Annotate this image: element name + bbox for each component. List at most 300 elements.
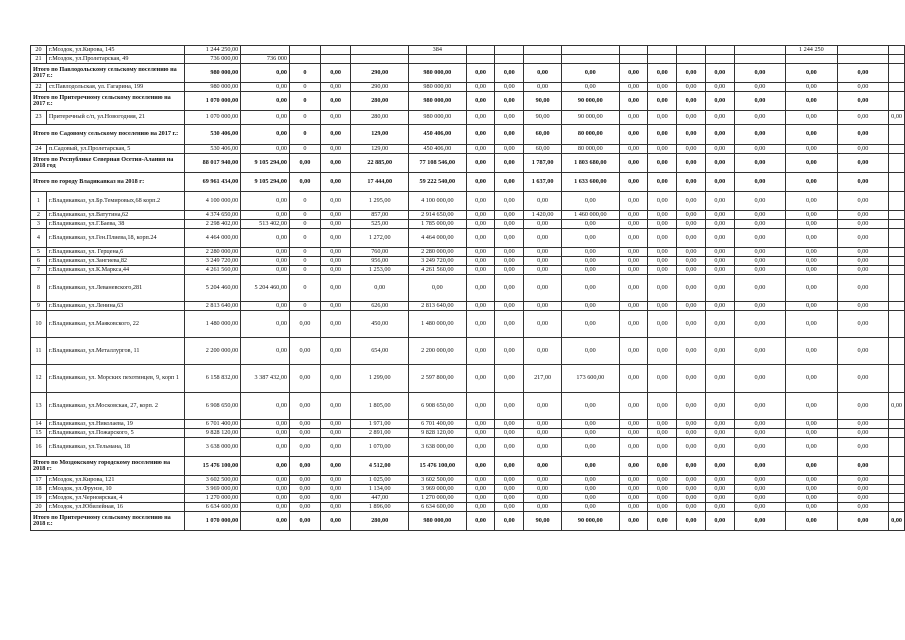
value-cell: 0,00 xyxy=(677,125,706,145)
value-cell: 0,00 xyxy=(495,192,524,211)
subtotal-label: Итого по Республике Северная Осетия-Алания на 2018 год xyxy=(31,154,185,173)
value-cell: 0,00 xyxy=(320,154,351,173)
value-cell: 0,00 xyxy=(320,311,351,338)
value-cell: 0,00 xyxy=(320,438,351,457)
value-cell xyxy=(837,46,889,55)
value-cell: 0,00 xyxy=(705,420,734,429)
row-number: 22 xyxy=(31,83,47,92)
value-cell: 0,00 xyxy=(705,311,734,338)
value-cell: 0,00 xyxy=(495,275,524,302)
value-cell: 0,00 xyxy=(524,420,562,429)
value-cell xyxy=(889,275,905,302)
value-cell: 0 xyxy=(290,220,321,229)
value-cell: 9 105 294,00 xyxy=(241,154,290,173)
value-cell: 0,00 xyxy=(705,220,734,229)
value-cell: 0,00 xyxy=(619,457,648,476)
value-cell: 0,00 xyxy=(786,154,838,173)
value-cell: 0,00 xyxy=(705,485,734,494)
value-cell xyxy=(889,192,905,211)
value-cell: 0,00 xyxy=(734,192,785,211)
value-cell: 0,00 xyxy=(524,83,562,92)
value-cell: 0,00 xyxy=(495,311,524,338)
value-cell: 1 460 000,00 xyxy=(561,211,619,220)
value-cell: 760,00 xyxy=(351,248,409,257)
value-cell: 1 025,00 xyxy=(351,476,409,485)
value-cell: 0,00 xyxy=(786,111,838,125)
value-cell: 6 908 650,00 xyxy=(185,393,241,420)
value-cell: 0,00 xyxy=(320,485,351,494)
value-cell: 0,00 xyxy=(466,192,495,211)
value-cell: 0,00 xyxy=(734,485,785,494)
value-cell: 0,00 xyxy=(290,311,321,338)
value-cell: 0,00 xyxy=(837,125,889,145)
value-cell: 0,00 xyxy=(561,420,619,429)
row-number: 7 xyxy=(31,266,47,275)
value-cell: 0,00 xyxy=(889,393,905,420)
value-cell: 17 444,00 xyxy=(351,173,409,192)
value-cell: 0,00 xyxy=(648,512,677,531)
value-cell: 0,00 xyxy=(837,338,889,365)
value-cell: 0,00 xyxy=(705,64,734,83)
value-cell: 0,00 xyxy=(648,257,677,266)
value-cell: 0,00 xyxy=(734,457,785,476)
table-row xyxy=(31,111,905,125)
value-cell: 0,00 xyxy=(241,257,290,266)
value-cell: 0,00 xyxy=(786,393,838,420)
value-cell: 2 813 640,00 xyxy=(408,302,466,311)
value-cell: 0,00 xyxy=(677,503,706,512)
value-cell: 0,00 xyxy=(408,275,466,302)
value-cell: 0,00 xyxy=(734,173,785,192)
value-cell: 0,00 xyxy=(561,311,619,338)
value-cell: 0,00 xyxy=(648,83,677,92)
value-cell: 0,00 xyxy=(466,429,495,438)
address-cell: г.Владикавказ, ул. Морских пехотинцев, 9, корп 1 xyxy=(46,365,185,393)
value-cell: 0,00 xyxy=(786,429,838,438)
value-cell: 1 070 000,00 xyxy=(185,111,241,125)
value-cell: 0,00 xyxy=(837,485,889,494)
value-cell: 0 xyxy=(290,83,321,92)
value-cell: 4 261 560,00 xyxy=(408,266,466,275)
row-number: 6 xyxy=(31,257,47,266)
value-cell: 0,00 xyxy=(495,92,524,111)
value-cell: 0 xyxy=(290,257,321,266)
value-cell: 0,00 xyxy=(495,429,524,438)
table-row xyxy=(31,220,905,229)
value-cell: 0,00 xyxy=(466,311,495,338)
row-number: 15 xyxy=(31,429,47,438)
value-cell: 0,00 xyxy=(786,302,838,311)
value-cell xyxy=(524,55,562,64)
value-cell: 0,00 xyxy=(677,229,706,248)
value-cell: 0,00 xyxy=(677,365,706,393)
value-cell: 0 xyxy=(290,192,321,211)
value-cell: 0,00 xyxy=(241,192,290,211)
value-cell: 0,00 xyxy=(241,266,290,275)
value-cell: 0,00 xyxy=(705,192,734,211)
value-cell: 0,00 xyxy=(320,220,351,229)
value-cell: 0,00 xyxy=(466,92,495,111)
value-cell: 90,00 xyxy=(524,111,562,125)
table-row xyxy=(31,485,905,494)
value-cell: 0,00 xyxy=(524,266,562,275)
value-cell: 1 420,00 xyxy=(524,211,562,220)
value-cell: 0,00 xyxy=(320,420,351,429)
row-number: 16 xyxy=(31,438,47,457)
value-cell: 0,00 xyxy=(466,457,495,476)
value-cell: 0,00 xyxy=(705,154,734,173)
table-row xyxy=(31,275,905,302)
row-number: 10 xyxy=(31,311,47,338)
value-cell: 4 464 000,00 xyxy=(408,229,466,248)
value-cell: 0,00 xyxy=(677,393,706,420)
value-cell: 60,00 xyxy=(524,145,562,154)
value-cell: 0,00 xyxy=(677,211,706,220)
row-number: 18 xyxy=(31,485,47,494)
value-cell: 0,00 xyxy=(677,275,706,302)
table-row xyxy=(31,145,905,154)
value-cell: 0,00 xyxy=(619,145,648,154)
value-cell: 0,00 xyxy=(320,92,351,111)
value-cell: 0,00 xyxy=(705,248,734,257)
table-row xyxy=(31,229,905,248)
subtotal-row xyxy=(31,173,905,192)
value-cell: 0,00 xyxy=(524,429,562,438)
value-cell: 0,00 xyxy=(466,266,495,275)
value-cell xyxy=(889,248,905,257)
value-cell: 0,00 xyxy=(734,111,785,125)
value-cell xyxy=(889,438,905,457)
value-cell xyxy=(889,457,905,476)
value-cell: 90,00 xyxy=(524,512,562,531)
value-cell xyxy=(889,476,905,485)
row-number: 12 xyxy=(31,365,47,393)
value-cell: 980 000,00 xyxy=(408,512,466,531)
value-cell: 0,00 xyxy=(705,438,734,457)
value-cell: 1 272,00 xyxy=(351,229,409,248)
value-cell: 3 387 432,00 xyxy=(241,365,290,393)
subtotal-label: Итого по Притеречному сельскому поселению на 2018 г.: xyxy=(31,512,185,531)
value-cell: 0,00 xyxy=(837,248,889,257)
value-cell: 0,00 xyxy=(466,512,495,531)
value-cell: 450,00 xyxy=(351,311,409,338)
subtotal-label: Итого по Павлодольскому сельскому поселению на 2017 г.: xyxy=(31,64,185,83)
address-cell: г.Моздок, ул.Черноярская, 4 xyxy=(46,494,185,503)
value-cell: 0,00 xyxy=(837,111,889,125)
value-cell xyxy=(889,145,905,154)
table-row xyxy=(31,83,905,92)
value-cell: 88 017 940,00 xyxy=(185,154,241,173)
value-cell: 0,00 xyxy=(677,257,706,266)
value-cell: 530 406,00 xyxy=(185,125,241,145)
value-cell xyxy=(408,55,466,64)
value-cell xyxy=(619,46,648,55)
value-cell: 0,00 xyxy=(619,83,648,92)
value-cell: 1 070 000,00 xyxy=(185,92,241,111)
value-cell: 0,00 xyxy=(290,365,321,393)
value-cell xyxy=(705,46,734,55)
value-cell: 0,00 xyxy=(290,457,321,476)
table-row xyxy=(31,211,905,220)
value-cell: 0,00 xyxy=(495,220,524,229)
table-row xyxy=(31,476,905,485)
value-cell xyxy=(889,257,905,266)
table-row xyxy=(31,494,905,503)
value-cell: 0,00 xyxy=(837,494,889,503)
subtotal-row xyxy=(31,154,905,173)
value-cell: 0,00 xyxy=(290,485,321,494)
value-cell: 0,00 xyxy=(241,111,290,125)
value-cell: 0,00 xyxy=(320,476,351,485)
value-cell: 0,00 xyxy=(837,420,889,429)
value-cell: 0,00 xyxy=(619,311,648,338)
value-cell: 0,00 xyxy=(837,311,889,338)
table-row xyxy=(31,365,905,393)
value-cell: 0,00 xyxy=(524,257,562,266)
value-cell: 0,00 xyxy=(524,302,562,311)
value-cell: 2 597 800,00 xyxy=(408,365,466,393)
value-cell: 0,00 xyxy=(241,83,290,92)
value-cell: 0,00 xyxy=(495,494,524,503)
value-cell: 2 280 000,00 xyxy=(185,248,241,257)
value-cell: 173 600,00 xyxy=(561,365,619,393)
value-cell: 129,00 xyxy=(351,125,409,145)
value-cell: 0,00 xyxy=(351,275,409,302)
value-cell: 0,00 xyxy=(837,145,889,154)
row-number: 8 xyxy=(31,275,47,302)
value-cell xyxy=(495,46,524,55)
value-cell: 980 000,00 xyxy=(408,111,466,125)
value-cell: 736 000,00 xyxy=(185,55,241,64)
value-cell: 0,00 xyxy=(466,154,495,173)
value-cell: 0,00 xyxy=(786,512,838,531)
value-cell: 980 000,00 xyxy=(185,64,241,83)
value-cell: 0,00 xyxy=(320,211,351,220)
value-cell: 0,00 xyxy=(677,173,706,192)
value-cell: 0,00 xyxy=(786,220,838,229)
value-cell: 0,00 xyxy=(320,257,351,266)
value-cell: 0,00 xyxy=(705,476,734,485)
value-cell: 0,00 xyxy=(677,420,706,429)
value-cell: 0,00 xyxy=(786,494,838,503)
budget-table xyxy=(30,45,905,531)
value-cell: 3 638 000,00 xyxy=(408,438,466,457)
value-cell: 0,00 xyxy=(734,248,785,257)
value-cell: 0,00 xyxy=(466,275,495,302)
value-cell xyxy=(889,125,905,145)
value-cell: 980 000,00 xyxy=(408,83,466,92)
value-cell: 1 971,00 xyxy=(351,420,409,429)
value-cell: 0,00 xyxy=(495,83,524,92)
value-cell: 513 402,00 xyxy=(241,220,290,229)
value-cell: 0,00 xyxy=(320,429,351,438)
value-cell: 0,00 xyxy=(619,64,648,83)
value-cell xyxy=(241,46,290,55)
value-cell: 0 xyxy=(290,211,321,220)
value-cell: 0,00 xyxy=(290,393,321,420)
table-row xyxy=(31,420,905,429)
row-number: 14 xyxy=(31,420,47,429)
value-cell: 3 602 500,00 xyxy=(185,476,241,485)
value-cell: 0,00 xyxy=(619,192,648,211)
value-cell: 0,00 xyxy=(786,438,838,457)
value-cell: 0,00 xyxy=(677,83,706,92)
value-cell: 0,00 xyxy=(241,311,290,338)
value-cell: 290,00 xyxy=(351,64,409,83)
value-cell xyxy=(889,46,905,55)
value-cell: 0,00 xyxy=(495,438,524,457)
value-cell: 0,00 xyxy=(524,220,562,229)
value-cell: 0,00 xyxy=(619,512,648,531)
value-cell: 0,00 xyxy=(241,125,290,145)
value-cell: 0 xyxy=(290,302,321,311)
value-cell: 0,00 xyxy=(466,257,495,266)
value-cell: 0,00 xyxy=(320,338,351,365)
row-number: 19 xyxy=(31,494,47,503)
value-cell: 0,00 xyxy=(734,420,785,429)
value-cell: 3 249 720,00 xyxy=(185,257,241,266)
value-cell: 0,00 xyxy=(677,476,706,485)
value-cell: 0,00 xyxy=(466,365,495,393)
value-cell: 60,00 xyxy=(524,125,562,145)
value-cell: 0,00 xyxy=(466,248,495,257)
value-cell: 0,00 xyxy=(561,257,619,266)
value-cell: 0,00 xyxy=(837,220,889,229)
value-cell: 2 298 402,00 xyxy=(185,220,241,229)
value-cell: 0,00 xyxy=(495,248,524,257)
value-cell: 3 969 000,00 xyxy=(408,485,466,494)
value-cell: 77 108 546,00 xyxy=(408,154,466,173)
value-cell: 0,00 xyxy=(837,302,889,311)
value-cell: 0,00 xyxy=(524,438,562,457)
value-cell: 0,00 xyxy=(561,64,619,83)
value-cell: 1 244 250 xyxy=(786,46,838,55)
value-cell: 0,00 xyxy=(705,494,734,503)
value-cell: 0,00 xyxy=(734,512,785,531)
address-cell: Притеречный с/п, ул.Новогодняя, 21 xyxy=(46,111,185,125)
value-cell xyxy=(320,46,351,55)
value-cell: 0,00 xyxy=(677,494,706,503)
value-cell: 0,00 xyxy=(705,512,734,531)
value-cell: 0,00 xyxy=(705,457,734,476)
value-cell: 0,00 xyxy=(837,457,889,476)
value-cell: 0,00 xyxy=(705,302,734,311)
value-cell: 0,00 xyxy=(734,211,785,220)
value-cell: 0,00 xyxy=(561,393,619,420)
table-row xyxy=(31,266,905,275)
table-row xyxy=(31,438,905,457)
value-cell: 450 406,00 xyxy=(408,125,466,145)
subtotal-row xyxy=(31,457,905,476)
value-cell xyxy=(648,55,677,64)
value-cell: 6 701 400,00 xyxy=(408,420,466,429)
value-cell: 0,00 xyxy=(648,485,677,494)
value-cell xyxy=(290,46,321,55)
value-cell: 0,00 xyxy=(619,111,648,125)
value-cell: 0,00 xyxy=(524,503,562,512)
value-cell: 857,00 xyxy=(351,211,409,220)
table-row xyxy=(31,248,905,257)
address-cell: г.Владикавказ, ул.Г.Баева, 38 xyxy=(46,220,185,229)
address-cell: г.Владикавказ, ул.Николаева, 19 xyxy=(46,420,185,429)
value-cell: 0,00 xyxy=(561,229,619,248)
value-cell: 0,00 xyxy=(648,211,677,220)
value-cell: 0,00 xyxy=(837,173,889,192)
value-cell: 980 000,00 xyxy=(185,83,241,92)
value-cell xyxy=(889,92,905,111)
value-cell: 0,00 xyxy=(648,220,677,229)
value-cell: 0,00 xyxy=(466,229,495,248)
value-cell xyxy=(889,220,905,229)
value-cell: 0,00 xyxy=(786,503,838,512)
row-number: 17 xyxy=(31,476,47,485)
value-cell: 1 637,00 xyxy=(524,173,562,192)
value-cell: 0,00 xyxy=(705,266,734,275)
value-cell: 0,00 xyxy=(734,429,785,438)
value-cell: 0,00 xyxy=(837,393,889,420)
value-cell: 0,00 xyxy=(290,420,321,429)
value-cell: 0,00 xyxy=(619,257,648,266)
value-cell: 736 000 xyxy=(241,55,290,64)
value-cell: 0,00 xyxy=(677,248,706,257)
address-cell: г.Владикавказ, ул.Пожарского, 5 xyxy=(46,429,185,438)
value-cell: 0,00 xyxy=(648,154,677,173)
row-number: 3 xyxy=(31,220,47,229)
value-cell: 0,00 xyxy=(561,83,619,92)
value-cell: 0,00 xyxy=(705,173,734,192)
value-cell: 0,00 xyxy=(290,338,321,365)
value-cell: 0,00 xyxy=(290,429,321,438)
value-cell: 0,00 xyxy=(889,512,905,531)
address-cell: п.Садовый, ул.Пролетарская, 5 xyxy=(46,145,185,154)
value-cell: 0,00 xyxy=(734,503,785,512)
value-cell: 4 261 560,00 xyxy=(185,266,241,275)
value-cell: 0,00 xyxy=(734,83,785,92)
value-cell: 980 000,00 xyxy=(408,92,466,111)
value-cell: 0,00 xyxy=(561,476,619,485)
table-body xyxy=(31,46,905,531)
value-cell xyxy=(889,429,905,438)
value-cell: 0,00 xyxy=(648,275,677,302)
value-cell xyxy=(495,55,524,64)
value-cell: 0,00 xyxy=(786,485,838,494)
value-cell: 0,00 xyxy=(734,92,785,111)
value-cell xyxy=(889,173,905,192)
value-cell: 0,00 xyxy=(837,266,889,275)
value-cell: 1 785 000,00 xyxy=(408,220,466,229)
value-cell: 1 244 250,00 xyxy=(185,46,241,55)
value-cell: 0,00 xyxy=(786,145,838,154)
value-cell xyxy=(561,46,619,55)
value-cell: 980 000,00 xyxy=(408,64,466,83)
value-cell: 0,00 xyxy=(734,494,785,503)
value-cell: 0,00 xyxy=(786,476,838,485)
value-cell: 0,00 xyxy=(466,173,495,192)
value-cell: 2 914 650,00 xyxy=(408,211,466,220)
value-cell: 0,00 xyxy=(466,393,495,420)
table-row xyxy=(31,302,905,311)
value-cell: 530 406,00 xyxy=(185,145,241,154)
value-cell: 0,00 xyxy=(619,302,648,311)
value-cell: 0,00 xyxy=(241,476,290,485)
value-cell xyxy=(889,420,905,429)
value-cell: 0,00 xyxy=(648,248,677,257)
value-cell: 2 200 000,00 xyxy=(185,338,241,365)
value-cell: 9 105 294,00 xyxy=(241,173,290,192)
value-cell: 0,00 xyxy=(495,512,524,531)
value-cell xyxy=(734,46,785,55)
value-cell: 0,00 xyxy=(320,173,351,192)
